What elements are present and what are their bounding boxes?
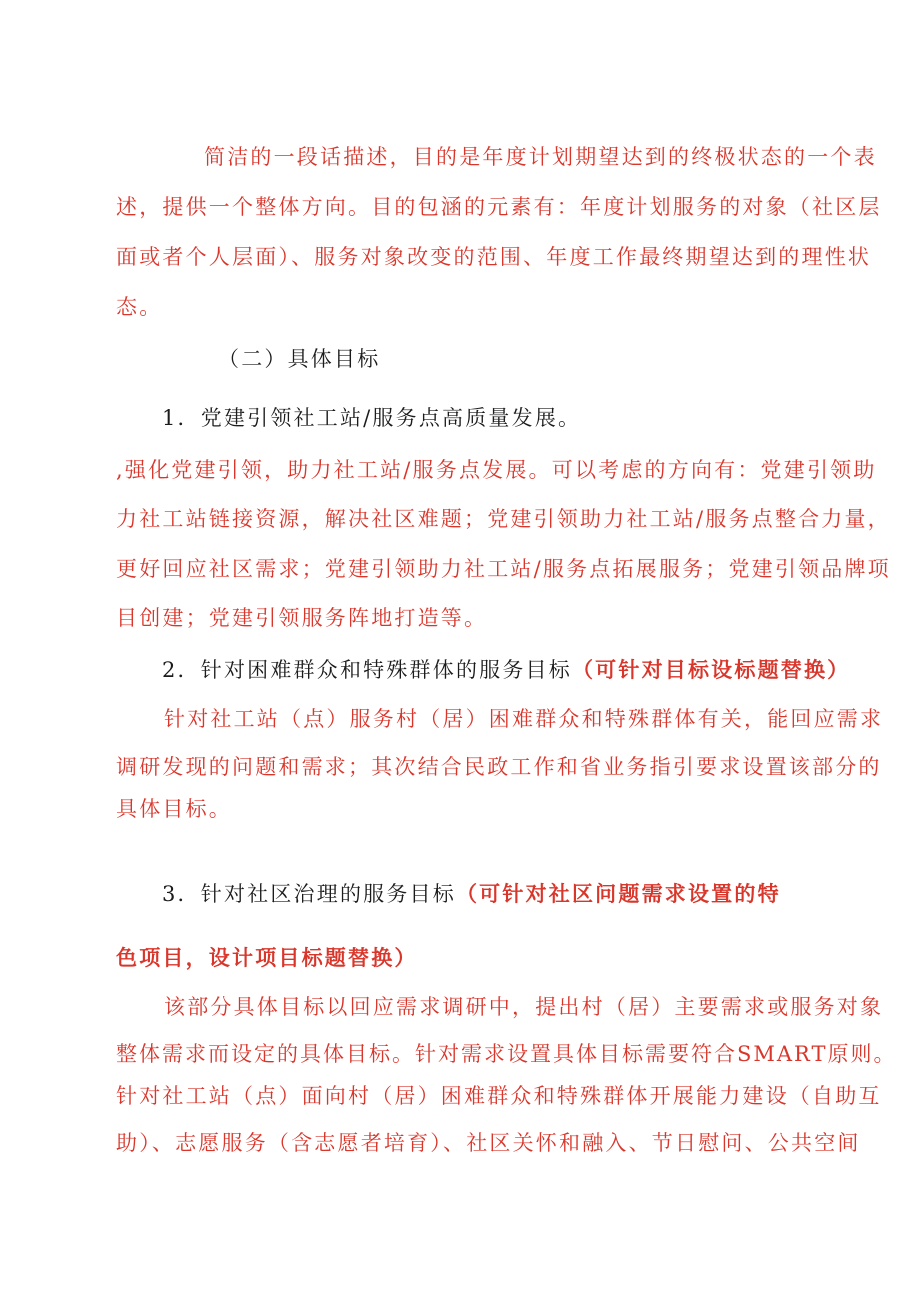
item3-line-2: 整体需求而设定的具体目标。针对需求设置具体目标需要符合SMART原则。 bbox=[116, 1042, 897, 1066]
item3-heading-note-2: 色项目，设计项目标题替换） bbox=[116, 945, 418, 970]
item2-heading-note: （可针对目标设标题替换） bbox=[571, 657, 851, 682]
item1-line-2: 力社工站链接资源，解决社区难题；党建引领助力社工站/服务点整合力量， bbox=[116, 507, 891, 531]
item2-heading bbox=[162, 656, 850, 684]
item3-line-3: 针对社工站（点）面向村（居）困难群众和特殊群体开展能力建设（自助互 bbox=[116, 1084, 882, 1108]
item3-line-4: 助）、志愿服务（含志愿者培育）、社区关怀和融入、节日慰问、公共空间 bbox=[116, 1131, 861, 1155]
item2-line-2: 调研发现的问题和需求；其次结合民政工作和省业务指引要求设置该部分的 bbox=[116, 755, 882, 779]
section-heading-specific-goals: （二）具体目标 bbox=[218, 347, 381, 371]
item3-heading-main: 3．针对社区治理的服务目标 bbox=[162, 882, 456, 906]
item1-line-3: 更好回应社区需求；党建引领助力社工站/服务点拓展服务；党建引领品牌项 bbox=[116, 557, 891, 581]
item3-heading-note-1: （可针对社区问题需求设置的特 bbox=[455, 881, 781, 906]
item3-line-1: 该部分具体目标以回应需求调研中，提出村（居）主要需求或服务对象 bbox=[164, 995, 884, 1019]
goal-line-4: 态。 bbox=[116, 295, 163, 319]
item3-heading bbox=[162, 880, 781, 908]
item2-line-3: 具体目标。 bbox=[116, 797, 232, 821]
goal-line-2: 述，提供一个整体方向。目的包涵的元素有：年度计划服务的对象（社区层 bbox=[116, 195, 882, 219]
goal-line-1: 简洁的一段话描述，目的是年度计划期望达到的终极状态的一个表 bbox=[204, 145, 877, 169]
goal-line-3: 面或者个人层面）、服务对象改变的范围、年度工作最终期望达到的理性状 bbox=[116, 245, 872, 269]
item1-heading: 1．党建引领社工站/服务点高质量发展。 bbox=[162, 406, 582, 430]
item2-heading-main: 2．针对困难群众和特殊群体的服务目标 bbox=[162, 658, 572, 682]
item1-line-4: 目创建；党建引领服务阵地打造等。 bbox=[116, 606, 488, 630]
item2-line-1: 针对社工站（点）服务村（居）困难群众和特殊群体有关，能回应需求 bbox=[164, 707, 884, 731]
item1-line-1: ,强化党建引领，助力社工站/服务点发展。可以考虑的方向有：党建引领助 bbox=[116, 458, 877, 482]
